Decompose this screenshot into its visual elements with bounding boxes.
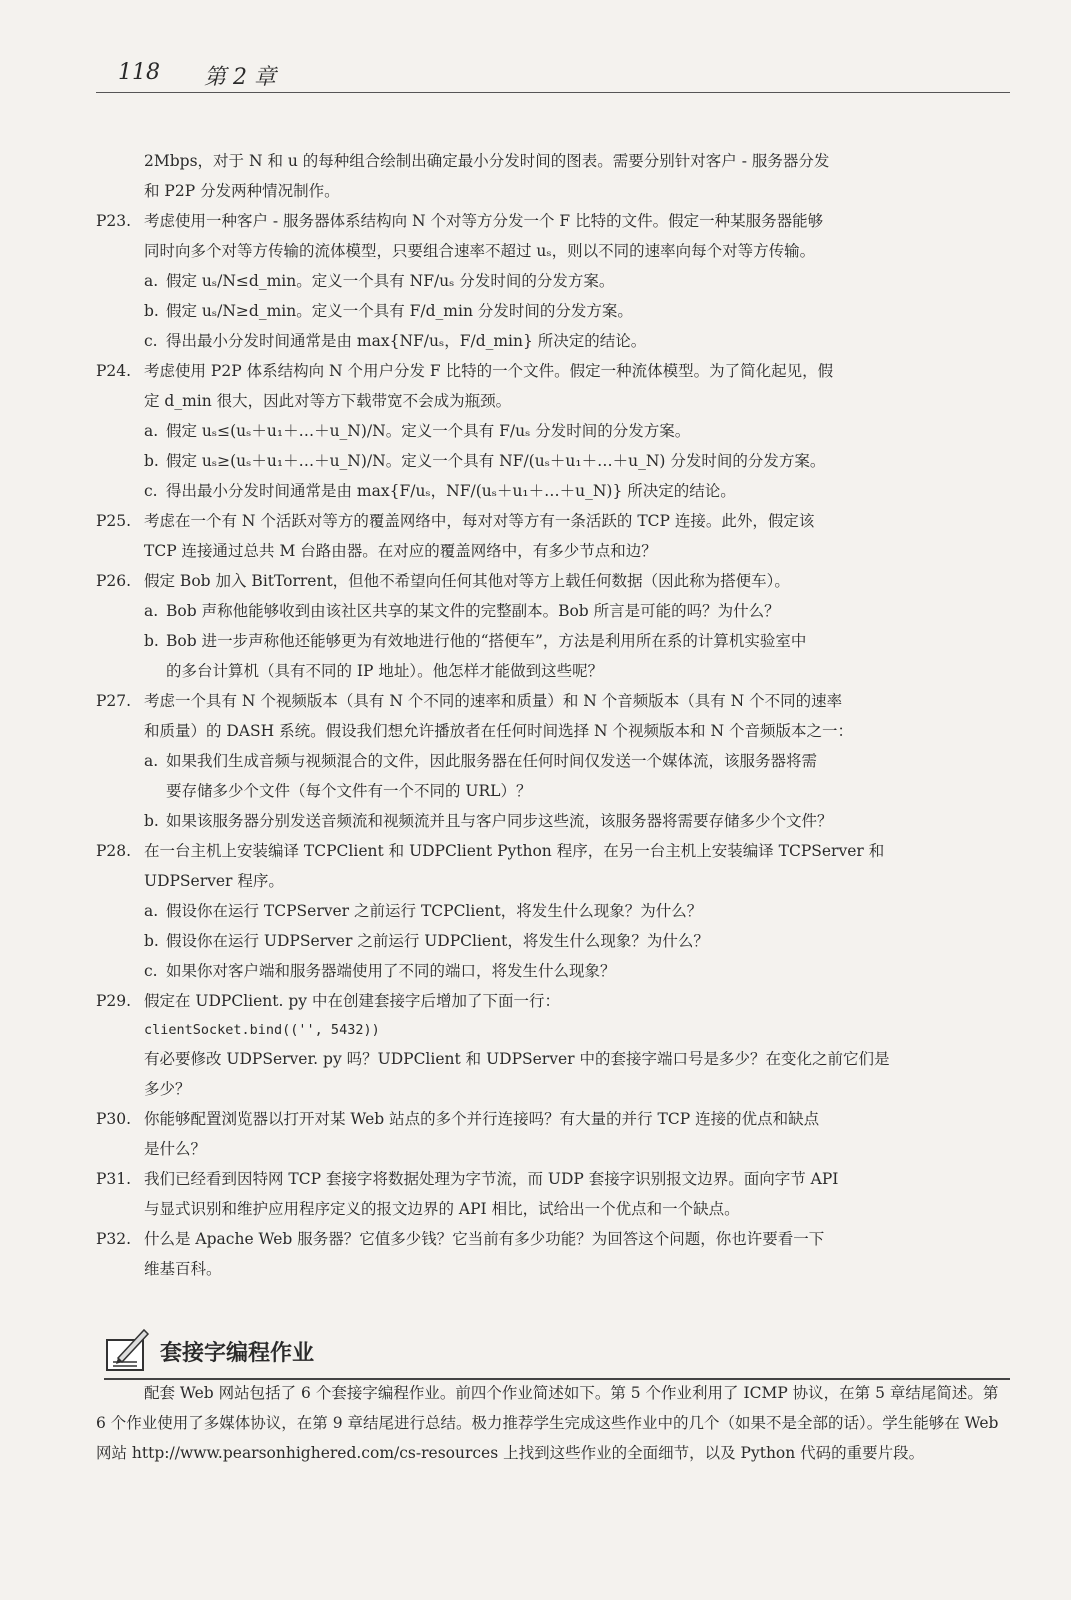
problem-p32	[96, 1224, 1010, 1284]
subproblem	[96, 806, 1010, 836]
problem-line: 有必要修改 UDPServer. py 吗？UDPClient 和 UDPServer 中的套接字端口号是多少？在变化之前它们是	[144, 1050, 890, 1068]
problem-p27	[96, 686, 1010, 746]
problem-line: TCP 连接通过总共 M 台路由器。在对应的覆盖网络中，有多少节点和边？	[144, 542, 657, 560]
subproblem	[96, 446, 1010, 476]
subproblem-label: a.	[144, 422, 159, 440]
problem-line: 考虑使用 P2P 体系结构向 N 个用户分发 F 比特的一个文件。假定一种流体模型。为了简化起见，假	[144, 362, 834, 380]
problem-line: 与显式识别和维护应用程序定义的报文边界的 API 相比，试给出一个优点和一个缺点。	[144, 1200, 740, 1218]
subproblem-line: 得出最小分发时间通常是由 max{NF/uₛ，F/d_min} 所决定的结论。	[166, 332, 647, 350]
problem-line: 我们已经看到因特网 TCP 套接字将数据处理为字节流，而 UDP 套接字识别报文边界。面向字节 API	[144, 1170, 839, 1188]
problem-line: 同时向多个对等方传输的流体模型，只要组合速率不超过 uₛ，则以不同的速率向每个对等方传输。	[144, 242, 816, 260]
subproblem-line: 假定 uₛ≥(uₛ＋u₁＋…＋u_N)/N。定义一个具有 NF/(uₛ＋u₁＋…＋u_N) 分发时间的分发方案。	[166, 452, 826, 470]
subproblem-label: b.	[144, 932, 159, 950]
problem-p26	[96, 566, 1010, 596]
subproblem-label: c.	[144, 332, 158, 350]
code-snippet: clientSocket.bind(('', 5432))	[144, 1022, 380, 1038]
problem-number: P28.	[96, 842, 132, 860]
subproblem-label: c.	[144, 962, 158, 980]
problem-p29	[96, 986, 1010, 1016]
problem-p30	[96, 1104, 1010, 1164]
subproblem	[96, 326, 1010, 356]
problem-line: 什么是 Apache Web 服务器？它值多少钱？它当前有多少功能？为回答这个问题，你也许要看一下	[144, 1230, 825, 1248]
problem-p31	[96, 1164, 1010, 1224]
subproblem-line: 假设你在运行 UDPServer 之前运行 UDPClient，将发生什么现象？为什么？	[166, 932, 709, 950]
problem-number: P25.	[96, 512, 132, 530]
subproblem	[96, 746, 1010, 806]
problem-p24	[96, 356, 1010, 416]
chapter-label: 第 2 章	[204, 65, 276, 90]
problem-p28	[96, 836, 1010, 896]
subproblem	[96, 926, 1010, 956]
problem-line: UDPServer 程序。	[144, 872, 284, 890]
subproblem-line: 假设你在运行 TCPServer 之前运行 TCPClient，将发生什么现象？为什么？	[166, 902, 703, 920]
problem-number: P31.	[96, 1170, 132, 1188]
subproblem	[96, 956, 1010, 986]
subproblem	[96, 896, 1010, 926]
section-title: 套接字编程作业	[160, 1341, 315, 1366]
problem-number: P23.	[96, 212, 132, 230]
problem-number: P30.	[96, 1110, 132, 1128]
subproblem	[96, 416, 1010, 446]
subproblem-label: b.	[144, 452, 159, 470]
problem-p23	[96, 206, 1010, 266]
problem-number: P27.	[96, 692, 132, 710]
subproblem	[96, 596, 1010, 626]
problem-line: 维基百科。	[144, 1260, 222, 1278]
section-header	[104, 1326, 1010, 1380]
subproblem-line: 得出最小分发时间通常是由 max{F/uₛ，NF/(uₛ＋u₁＋…＋u_N)} 所决定的结论。	[166, 482, 736, 500]
subproblem-line: 假定 uₛ≤(uₛ＋u₁＋…＋u_N)/N。定义一个具有 F/uₛ 分发时间的分发方案。	[166, 422, 691, 440]
subproblem	[96, 296, 1010, 326]
problem-line: 是什么？	[144, 1140, 207, 1158]
problem-number: P29.	[96, 992, 132, 1010]
subproblem-line: Bob 声称他能够收到由该社区共享的某文件的完整副本。Bob 所言是可能的吗？为什么？	[166, 602, 780, 620]
problem-line: 考虑一个具有 N 个视频版本（具有 N 个不同的速率和质量）和 N 个音频版本（具有 N 个不同的速率	[144, 692, 843, 710]
subproblem-label: a.	[144, 272, 159, 290]
subproblem-line: 假定 uₛ/N≤d_min。定义一个具有 NF/uₛ 分发时间的分发方案。	[166, 272, 615, 290]
page-number: 118	[118, 60, 160, 85]
problem-line: 考虑使用一种客户 - 服务器体系结构向 N 个对等方分发一个 F 比特的文件。假定一种某服务器能够	[144, 212, 824, 230]
section-body	[96, 1378, 1010, 1468]
intro-line: 和 P2P 分发两种情况制作。	[144, 182, 340, 200]
pencil-notepad-icon	[104, 1326, 152, 1374]
subproblem-label: b.	[144, 302, 159, 320]
subproblem-label: c.	[144, 482, 158, 500]
page-header	[96, 56, 1010, 93]
problem-line: 你能够配置浏览器以打开对某 Web 站点的多个并行连接吗？有大量的并行 TCP 连接的优点和缺点	[144, 1110, 820, 1128]
subproblem-label: b.	[144, 812, 159, 830]
subproblem-label: a.	[144, 752, 159, 770]
problem-line: 考虑在一个有 N 个活跃对等方的覆盖网络中，每对对等方有一条活跃的 TCP 连接。此外，假定该	[144, 512, 815, 530]
subproblem	[96, 266, 1010, 296]
subproblem-line: 如果该服务器分别发送音频流和视频流并且与客户同步这些流，该服务器将需要存储多少个文件？	[166, 812, 833, 830]
intro-line: 2Mbps，对于 N 和 u 的每种组合绘制出确定最小分发时间的图表。需要分别针对客户 - 服务器分发	[144, 152, 830, 170]
subproblem-line: 要存储多少个文件（每个文件有一个不同的 URL）？	[166, 782, 532, 800]
subproblem-line: Bob 进一步声称他还能够更为有效地进行他的“搭便车”，方法是利用所在系的计算机实验室中	[166, 632, 807, 650]
problem-number: P26.	[96, 572, 132, 590]
subproblem-label: a.	[144, 602, 159, 620]
subproblem-label: a.	[144, 902, 159, 920]
problem-number: P24.	[96, 362, 132, 380]
problem-p25	[96, 506, 1010, 566]
problem-line: 多少？	[144, 1080, 191, 1098]
subproblem	[96, 476, 1010, 506]
problems-body	[96, 146, 1010, 1284]
subproblem-line: 如果我们生成音频与视频混合的文件，因此服务器在任何时间仅发送一个媒体流，该服务器将需	[166, 752, 818, 770]
problem-line: 在一台主机上安装编译 TCPClient 和 UDPClient Python 程序，在另一台主机上安装编译 TCPServer 和	[144, 842, 885, 860]
problem-line: 假定在 UDPClient. py 中在创建套接字后增加了下面一行：	[144, 992, 560, 1010]
subproblem-line: 如果你对客户端和服务器端使用了不同的端口，将发生什么现象？	[166, 962, 616, 980]
problem-line: 假定 Bob 加入 BitTorrent，但他不希望向任何其他对等方上载任何数据（因此称为搭便车）。	[144, 572, 790, 590]
subproblem	[96, 626, 1010, 686]
problem-line: 定 d_min 很大，因此对等方下载带宽不会成为瓶颈。	[144, 392, 512, 410]
section-paragraph: 配套 Web 网站包括了 6 个套接字编程作业。前四个作业简述如下。第 5 个作业利用了 ICMP 协议，在第 5 章结尾简述。第 6 个作业使用了多媒体协议，在第 9 章结尾进行总结。极力推荐学生完成这些作业中的几个（如果不是全部的话）。学生能够在 Web 网站 http://www.pearsonhighered.com/cs-resources 上找到这些作业的全面细节，以及 Python 代码的重要片段。	[96, 1384, 999, 1462]
problem-number: P32.	[96, 1230, 132, 1248]
problem-line: 和质量）的 DASH 系统。假设我们想允许播放者在任何时间选择 N 个视频版本和 N 个音频版本之一：	[144, 722, 853, 740]
subproblem-label: b.	[144, 632, 159, 650]
subproblem-line: 假定 uₛ/N≥d_min。定义一个具有 F/d_min 分发时间的分发方案。	[166, 302, 633, 320]
subproblem-line: 的多台计算机（具有不同的 IP 地址）。他怎样才能做到这些呢？	[166, 662, 604, 680]
